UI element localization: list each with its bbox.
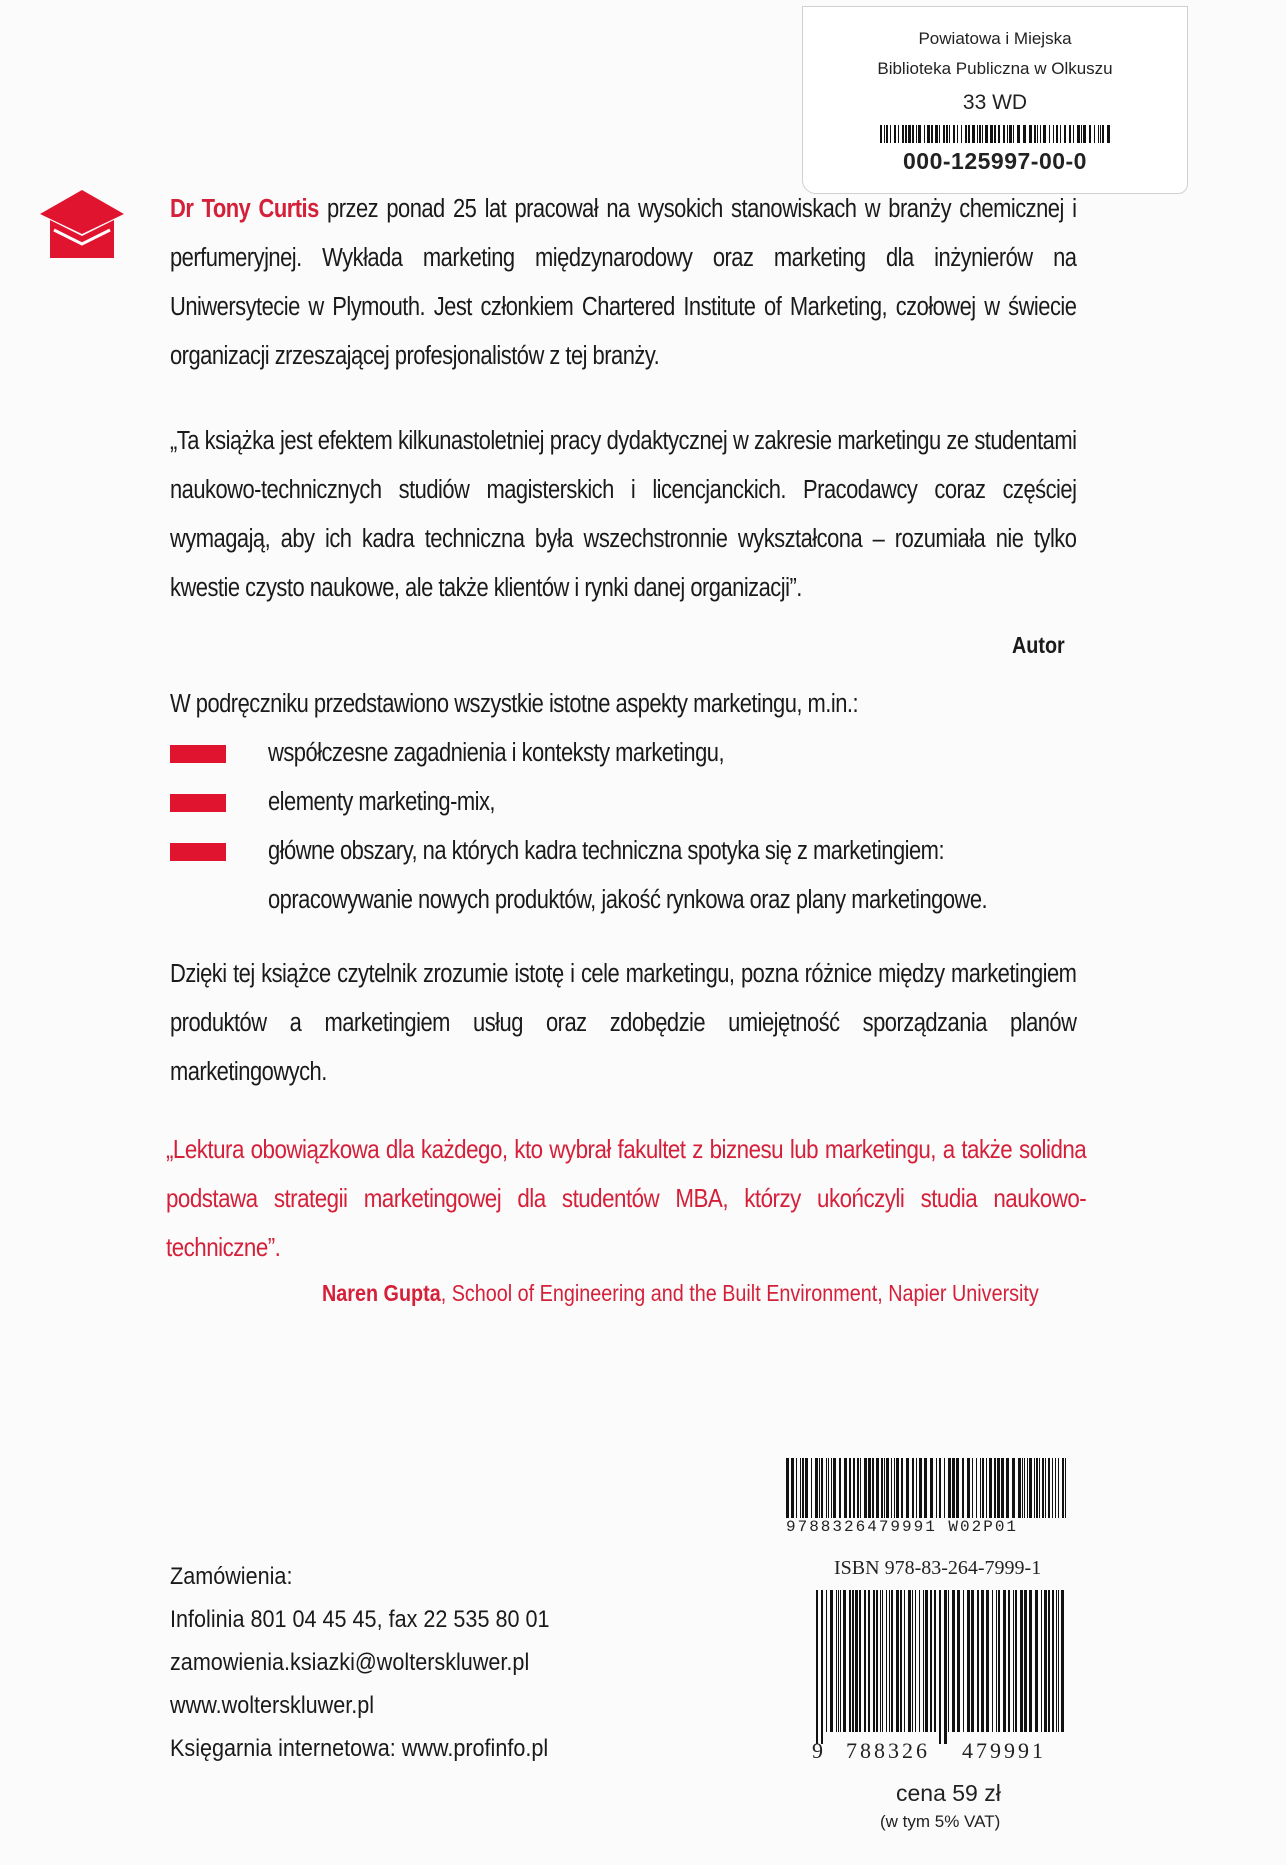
barcode-bar: [1041, 1590, 1042, 1732]
barcode-bar: [1056, 125, 1058, 143]
barcode-bar: [918, 125, 921, 143]
barcode-bar: [939, 1590, 941, 1744]
isbn-digit-first: 9: [812, 1738, 823, 1763]
barcode-bar: [948, 1458, 951, 1518]
barcode-bar: [1083, 125, 1086, 143]
barcode-bar: [786, 1458, 789, 1518]
list-item-text: opracowywanie nowych produktów, jakość rynkowa oraz plany marketingowe.: [268, 886, 988, 914]
barcode-bar: [906, 1458, 909, 1518]
barcode-bar: [880, 125, 882, 143]
barcode-bar: [857, 1458, 859, 1518]
barcode-bar: [1058, 1458, 1059, 1518]
barcode-bar: [805, 1458, 808, 1518]
barcode-bar: [981, 1590, 984, 1732]
barcode-bar: [873, 1590, 875, 1732]
barcode-bar: [815, 1458, 818, 1518]
review-source: [322, 1280, 1039, 1307]
barcode-bar: [968, 125, 970, 143]
barcode-bar: [1064, 125, 1066, 143]
list-item-continuation: [170, 876, 1090, 925]
barcode-bar: [838, 1590, 839, 1732]
barcode-bar: [934, 1590, 936, 1732]
barcode-bar: [1003, 125, 1005, 143]
barcode-bar: [1048, 1590, 1050, 1732]
barcode-bar: [1024, 1590, 1027, 1732]
shelf-mark: 33 WD: [962, 91, 1028, 114]
barcode-bar: [1062, 1458, 1064, 1518]
barcode-bar: [912, 125, 914, 143]
barcode-bar: [1061, 1590, 1064, 1732]
barcode-bar: [944, 1590, 947, 1744]
barcode-bar: [908, 125, 911, 143]
barcode-bar: [992, 1590, 993, 1732]
isbn-barcode: [816, 1590, 1068, 1744]
library-number: 000-125997-00-0: [903, 148, 1087, 174]
barcode-bar: [925, 1590, 928, 1732]
barcode-bar: [836, 1590, 837, 1732]
barcode-bar: [953, 125, 955, 143]
barcode-bar: [844, 1458, 847, 1518]
orders-heading: Zamówienia:: [170, 1563, 293, 1590]
barcode-bar: [1013, 125, 1014, 143]
barcode-bar: [864, 1458, 867, 1518]
barcode-bar: [976, 1458, 977, 1518]
barcode-bar: [859, 1590, 861, 1732]
orders-info: [170, 1555, 550, 1770]
barcode-bar: [886, 1458, 889, 1518]
barcode-bar: [1077, 125, 1080, 143]
barcode-bar: [1029, 1458, 1032, 1518]
price-vat: (w tym 5% VAT): [880, 1812, 1001, 1831]
barcode-bar: [884, 125, 885, 143]
barcode-bar: [943, 125, 945, 143]
barcode-bar: [986, 1590, 989, 1732]
orders-website: www.wolterskluwer.pl: [170, 1692, 375, 1719]
barcode-bar: [855, 1590, 858, 1732]
isbn-digits-group1: 788326: [846, 1738, 930, 1763]
barcode-bar: [935, 125, 938, 143]
list-item-text: główne obszary, na których kadra techniczna spotyka się z marketingiem:: [268, 837, 945, 865]
red-bullet-icon: [170, 794, 226, 812]
barcode-bar: [896, 1590, 899, 1732]
barcode-bar: [994, 1458, 996, 1518]
barcode-bar: [965, 125, 967, 143]
barcode-bar: [1039, 1458, 1040, 1518]
barcode-bar: [963, 1590, 964, 1732]
barcode-bar: [1034, 125, 1036, 143]
barcode-bar: [915, 1590, 916, 1732]
barcode-bar: [1007, 125, 1008, 143]
barcode-bar: [939, 1458, 941, 1518]
barcode-bar: [1018, 1458, 1021, 1518]
isbn-label: ISBN 978-83-264-7999-1: [834, 1557, 1042, 1579]
barcode-bar: [1037, 125, 1038, 143]
barcode-bar: [997, 1458, 1000, 1518]
price: cena 59 zł: [896, 1780, 1001, 1806]
barcode-bar: [1058, 1590, 1059, 1732]
author-name: Dr Tony Curtis: [170, 195, 319, 223]
summary-paragraph: Dzięki tej książce czytelnik zrozumie istotę i cele marketingu, pozna różnice między marketingiem produktów a marketingiem usług oraz zdobędzie umiejętność sporządzania planów marketingowych.: [170, 960, 1077, 1086]
barcode-bar: [972, 125, 975, 143]
list-item: [170, 778, 1090, 827]
barcode-bar: [1024, 1458, 1025, 1518]
barcode-bar: [833, 1458, 836, 1518]
barcode-bar: [944, 1458, 945, 1518]
reviewer-affiliation: , School of Engineering and the Built Environment, Napier University: [440, 1280, 1039, 1306]
review-quote: „Lektura obowiązkowa dla każdego, kto wybrał fakultet z biznesu lub marketingu, a także solidna podstawa strategii marketingowej dla studentów MBA, którzy ukończyli studia naukowo-techniczne”.: [166, 1134, 1087, 1262]
orders-email: zamowienia.ksiazki@wolterskluwer.pl: [170, 1649, 530, 1676]
barcode-bar: [839, 1458, 841, 1518]
barcode-bar: [1056, 1590, 1057, 1732]
barcode-bar: [802, 1458, 804, 1518]
product-barcode: [786, 1458, 1066, 1518]
barcode-bar: [998, 1590, 1000, 1732]
barcode-bar: [880, 1590, 881, 1732]
barcode-bar: [905, 125, 907, 143]
barcode-bar: [1044, 1590, 1047, 1732]
barcode-bar: [985, 125, 988, 143]
barcode-bar: [1100, 125, 1101, 143]
barcode-bar: [1102, 125, 1104, 143]
barcode-bar: [956, 1458, 959, 1518]
barcode-bar: [868, 1590, 870, 1732]
barcode-bar: [1001, 1458, 1004, 1518]
barcode-bar: [886, 125, 888, 143]
barcode-bar: [1022, 1458, 1023, 1518]
barcode-bar: [1098, 125, 1099, 143]
barcode-bar: [860, 1458, 861, 1518]
barcode-bar: [1048, 1458, 1050, 1518]
barcode-bar: [1036, 1458, 1038, 1518]
barcode-bar: [891, 1590, 893, 1732]
barcode-bar: [948, 1590, 949, 1732]
barcode-bar: [1029, 125, 1032, 143]
barcode-bar: [891, 1458, 892, 1518]
barcode-bar: [840, 1590, 841, 1732]
barcode-bar: [876, 1458, 879, 1518]
barcode-bar: [1052, 1590, 1054, 1732]
barcode-bar: [843, 1590, 846, 1732]
barcode-bar: [876, 1590, 878, 1732]
author-quote: „Ta książka jest efektem kilkunastoletniej pracy dydaktycznej w zakresie marketingu ze studentami naukowo-technicznych studiów magisterskich i licencjanckich. Pracodawcy coraz częściej wymagają, aby ich kadra techniczna była wszechstronnie wykształcona – rozumiała nie tylko kwestie czysto naukowe, ale także klientów i rynki danej organizacji”.: [170, 427, 1077, 602]
barcode-bar: [881, 1458, 883, 1518]
contents-list: [170, 729, 1090, 925]
barcode-bar: [1045, 1458, 1046, 1518]
barcode-bar: [961, 125, 962, 143]
barcode-bar: [791, 1458, 794, 1518]
barcode-bar: [830, 1590, 833, 1732]
barcode-bar: [1052, 1458, 1053, 1518]
barcode-bar: [1008, 1590, 1010, 1732]
contents-intro: W podręczniku przedstawiono wszystkie istotne aspekty marketingu, m.in.:: [170, 690, 859, 718]
red-bullet-icon: [170, 843, 226, 861]
barcode-bar: [919, 1590, 920, 1732]
product-code: 9788326479991 W02P01: [786, 1518, 1019, 1536]
barcode-bar: [982, 125, 983, 143]
barcode-bar: [1107, 125, 1110, 143]
barcode-bar: [1043, 125, 1046, 143]
barcode-bar: [828, 1458, 829, 1518]
barcode-bar: [967, 1458, 970, 1518]
barcode-bar: [927, 125, 930, 143]
list-item-text: współczesne zagadnienia i konteksty marketingu,: [268, 739, 725, 767]
barcode-bar: [1012, 1458, 1015, 1518]
barcode-bar: [896, 1458, 899, 1518]
barcode-bar: [872, 1458, 874, 1518]
barcode-bar: [849, 1458, 851, 1518]
barcode-bar: [996, 1590, 997, 1732]
barcode-bar: [977, 1590, 979, 1732]
red-bullet-icon: [170, 745, 226, 763]
barcode-bar: [821, 1590, 823, 1744]
barcode-bar: [908, 1590, 911, 1732]
barcode-bar: [972, 1458, 973, 1518]
barcode-bar: [971, 1590, 974, 1732]
barcode-bar: [939, 125, 940, 143]
barcode-bar: [924, 125, 925, 143]
barcode-bar: [902, 125, 904, 143]
barcode-bar: [826, 1458, 827, 1518]
barcode-bar: [852, 1590, 854, 1732]
barcode-bar: [957, 1590, 960, 1732]
barcode-bar: [989, 1458, 992, 1518]
library-name-line2: Biblioteka Publiczna w Olkuszu: [877, 59, 1113, 78]
barcode-bar: [1017, 125, 1020, 143]
barcode-bar: [1015, 1590, 1017, 1732]
barcode-bar: [998, 125, 1000, 143]
barcode-bar: [1006, 1458, 1009, 1518]
barcode-bar: [796, 1458, 797, 1518]
barcode-bar: [894, 1458, 895, 1518]
barcode-bar: [898, 125, 899, 143]
barcode-bar: [930, 1458, 933, 1518]
barcode-bar: [912, 1590, 913, 1732]
barcode-bar: [924, 1458, 927, 1518]
author-bio: [170, 185, 1076, 381]
barcode-bar: [923, 1590, 924, 1732]
barcode-bar: [1020, 1590, 1023, 1732]
barcode-bar: [952, 1590, 955, 1732]
barcode-bar: [930, 1590, 932, 1732]
barcode-bar: [1089, 125, 1091, 143]
barcode-bar: [868, 1458, 871, 1518]
library-barcode: [880, 125, 1110, 143]
barcode-bar: [957, 125, 958, 143]
barcode-bar: [821, 1458, 823, 1518]
list-item: [170, 827, 1090, 876]
barcode-bar: [1013, 1590, 1014, 1732]
author-bio-text: przez ponad 25 lat pracował na wysokich stanowiskach w branży chemicznej i perfumeryjnej. Wykłada marketing międzynarodowy oraz marketing dla inżynierów na Uniwersytecie w Plymouth. Jest członkiem Chartered Institute of Marketing, czołowej w świecie organizacji zrzeszającej profesjonalistów z tej branży.: [170, 195, 1077, 370]
barcode-bar: [982, 1458, 984, 1518]
barcode-bar: [916, 1458, 917, 1518]
barcode-bar: [900, 1590, 902, 1732]
red-graduation-cap-icon: [40, 190, 124, 260]
library-name-line1: Powiatowa i Miejska: [918, 29, 1072, 48]
library-sticker: [802, 6, 1188, 194]
barcode-bar: [811, 1458, 812, 1518]
isbn-digits-group2: 479991: [962, 1738, 1046, 1763]
barcode-bar: [849, 1590, 851, 1732]
barcode-bar: [904, 1590, 905, 1732]
barcode-bar: [979, 125, 981, 143]
barcode-bar: [967, 1590, 970, 1732]
barcode-bar: [1034, 1458, 1035, 1518]
barcode-bar: [1040, 125, 1041, 143]
list-item-text: elementy marketing-mix,: [268, 788, 495, 816]
barcode-bar: [1073, 125, 1074, 143]
barcode-bar: [1055, 1458, 1056, 1518]
barcode-bar: [826, 1590, 827, 1732]
barcode-bar: [946, 125, 948, 143]
barcode-bar: [816, 1590, 818, 1744]
barcode-bar: [894, 125, 896, 143]
barcode-bar: [916, 125, 917, 143]
barcode-bar: [977, 125, 978, 143]
reviewer-name: Naren Gupta: [322, 1280, 441, 1306]
barcode-bar: [952, 1458, 955, 1518]
barcode-bar: [886, 1590, 887, 1732]
barcode-bar: [889, 1590, 890, 1732]
barcode-bar: [890, 125, 891, 143]
barcode-bar: [962, 1458, 964, 1518]
orders-phone: Infolinia 801 04 45 45, fax 22 535 80 01: [170, 1606, 550, 1633]
barcode-bar: [1003, 1590, 1006, 1732]
barcode-bar: [1094, 125, 1095, 143]
barcode-bar: [990, 125, 993, 143]
barcode-bar: [884, 1458, 885, 1518]
barcode-bar: [1035, 1590, 1038, 1732]
barcode-bar: [1027, 1458, 1028, 1518]
barcode-bar: [853, 1458, 855, 1518]
barcode-bar: [800, 1458, 801, 1518]
barcode-bar: [1065, 1458, 1066, 1518]
barcode-bar: [1060, 125, 1061, 143]
barcode-bar: [936, 1458, 937, 1518]
barcode-bar: [980, 1458, 981, 1518]
barcode-bar: [1081, 125, 1082, 143]
orders-shop: Księgarnia internetowa: www.profinfo.pl: [170, 1735, 549, 1762]
barcode-bar: [919, 1458, 922, 1518]
barcode-bar: [864, 1590, 866, 1732]
barcode-bar: [1049, 125, 1050, 143]
barcode-bar: [901, 1458, 903, 1518]
barcode-bar: [931, 125, 933, 143]
barcode-bar: [1069, 125, 1071, 143]
barcode-bar: [1009, 125, 1012, 143]
barcode-bar: [1053, 125, 1054, 143]
author-signature: Autor: [1012, 632, 1065, 658]
barcode-bar: [831, 1458, 832, 1518]
barcode-bar: [912, 1458, 914, 1518]
barcode-bar: [986, 1458, 987, 1518]
barcode-bar: [882, 1590, 883, 1732]
barcode-bar: [994, 125, 996, 143]
barcode-bar: [1042, 1458, 1044, 1518]
barcode-bar: [1029, 1590, 1032, 1732]
list-item: [170, 729, 1090, 778]
barcode-bar: [819, 1458, 820, 1518]
barcode-bar: [949, 125, 950, 143]
barcode-bar: [1023, 125, 1026, 143]
